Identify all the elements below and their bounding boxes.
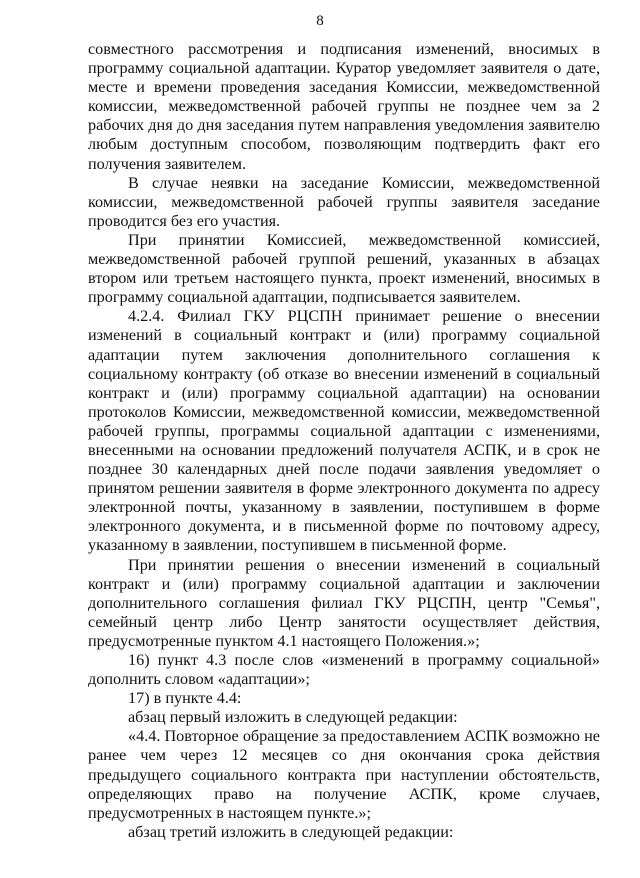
document-body [88, 40, 600, 842]
page-number: 8 [316, 13, 324, 29]
paragraph: В случае неявки на заседание Комиссии, межведомственной комиссии, межведомственной рабочей группы заявителя заседание проводится без его участия. [88, 173, 600, 230]
paragraph: абзац первый изложить в следующей редакции: [128, 708, 458, 727]
paragraph: абзац третий изложить в следующей редакции: [128, 822, 454, 841]
paragraph: 17) в пункте 4.4: [128, 689, 242, 708]
paragraph: При принятии решения о внесении изменений в социальный контракт и (или) программу социальной адаптации и заключении дополнительного соглашения филиал ГКУ РЦСПН, центр "Семья", семейный центр либо Центр занятости осуществляет действия, предусмотренные пунктом 4.1 настоящего Положения.»; [88, 555, 600, 650]
paragraph: совместного рассмотрения и подписания изменений, вносимых в программу социальной адаптации. Куратор уведомляет заявителя о дате, месте и времени проведения заседания Комиссии, межведомственной комиссии, межведомственной рабочей группы не позднее чем за 2 рабочих дня до дня заседания путем направления уведомления заявителю любым доступным способом, позволяющим подтвердить факт его получения заявителем. [88, 40, 600, 173]
paragraph: 4.2.4. Филиал ГКУ РЦСПН принимает решение о внесении изменений в социальный контракт и (или) программу социальной адаптации путем заключения дополнительного соглашения к социальному контракту (об отказе во внесении изменений в социальный контракт и (или) программу социальной адаптации) на основании протоколов Комиссии, межведомственной комиссии, межведомственной рабочей группы, программы социальной адаптации с изменениями, внесенными на основании предложений получателя АСПК, и в срок не позднее 30 календарных дней после подачи заявления уведомляет о принятом решении заявителя в форме электронного документа по адресу электронной почты, указанному в заявлении, поступившем в форме электронного документа, и в письменной форме по почтовому адресу, указанному в заявлении, поступившем в письменной форме. [88, 307, 600, 555]
paragraph: При принятии Комиссией, межведомственной комиссией, межведомственной рабочей группой решений, указанных в абзацах втором или третьем настоящего пункта, проект изменений, вносимых в программу социальной адаптации, подписывается заявителем. [88, 230, 600, 307]
paragraph: 16) пункт 4.3 после слов «изменений в программу социальной» дополнить словом «адаптации»; [88, 651, 600, 689]
paragraph: «4.4. Повторное обращение за предоставлением АСПК возможно не ранее чем через 12 месяцев со дня окончания срока действия предыдущего социального контракта при наступлении обстоятельств, определяющих право на получение АСПК, кроме случаев, предусмотренных в настоящем пункте.»; [88, 727, 600, 822]
